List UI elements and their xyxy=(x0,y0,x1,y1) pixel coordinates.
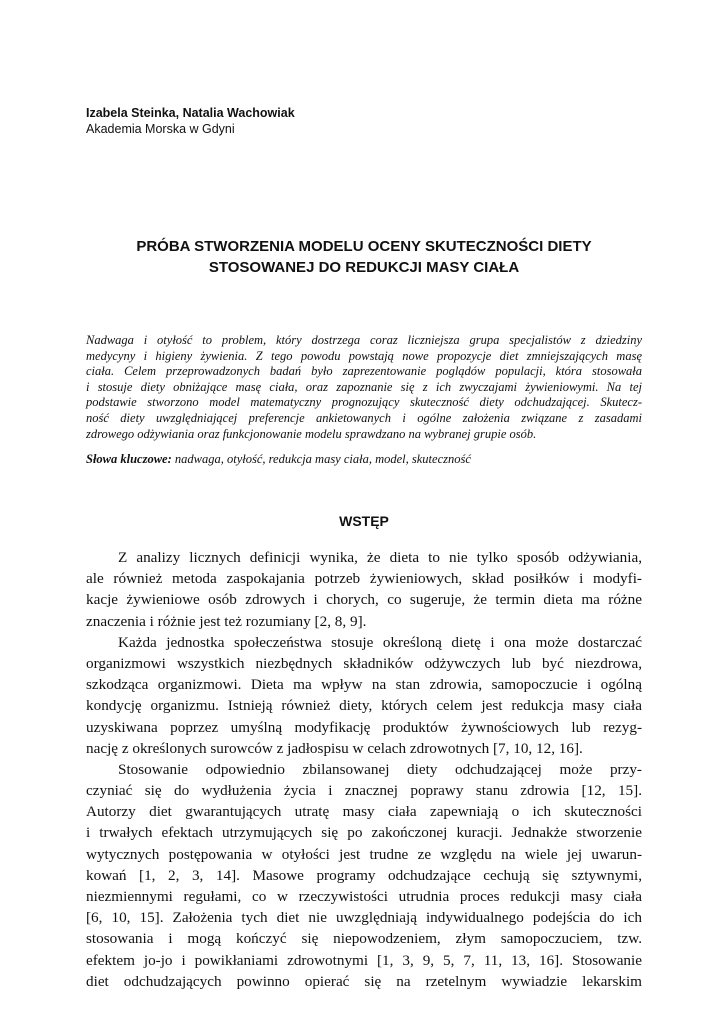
body-line: niezmiennymi regułami, co w rzeczywistości utrudnia proces redukcji masy ciała xyxy=(86,888,642,905)
body-line: czyniać się do wydłużenia życia i znacznej poprawy stanu zdrowia [12, 15]. xyxy=(86,782,642,800)
authors: Izabela Steinka, Natalia Wachowiak xyxy=(86,106,295,120)
body-line: Stosowanie odpowiednio zbilansowanej diety odchudzającej może przy- xyxy=(118,760,642,778)
paper-title xyxy=(86,236,642,278)
abstract xyxy=(86,333,642,442)
body-line: Autorzy diet gwarantujących utratę masy ciała zapewniają o ich skuteczności xyxy=(86,803,642,821)
body-line: nację z określonych surowców z jadłospisu w celach zdrowotnych [7, 10, 12, 16]. xyxy=(86,739,583,757)
body-line: efektem jo-jo i powikłaniami zdrowotnymi [1, 3, 9, 5, 7, 11, 13, 16]. Stosowanie xyxy=(86,951,642,969)
paper-title-line: PRÓBA STWORZENIA MODELU OCENY SKUTECZNOŚCI DIETY xyxy=(136,238,592,255)
body-line: uzyskiwana poprzez umyślną modyfikację produktów żywnościowych lub rezyg- xyxy=(86,718,642,736)
body-text xyxy=(86,547,642,992)
abstract-line: ciała. Celem przeprowadzonych badań było zaprezentowanie poglądów populacji, która stosowała xyxy=(86,364,642,379)
body-line: wytycznych postępowania w otyłości jest trudne ze względu na wiele jej uwarun- xyxy=(86,845,642,863)
abstract-line: medycyny i higieny żywienia. Z tego powodu powstają nowe propozycje diet zmniejszających masę xyxy=(86,348,642,363)
body-line: kowań [1, 2, 3, 14]. Masowe programy odchudzające cechują się sztywnymi, xyxy=(86,866,642,884)
abstract-line: i stosuje diety obniżające masę ciała, oraz zapoznanie się z ich zwyczajami żywieniowymi. Na tej xyxy=(86,379,642,394)
body-line: i trwałych efektach utrzymujących się po zakończonej kuracji. Jednakże stworzenie xyxy=(86,824,642,842)
body-line: stosowania i mogą kończyć się niepowodzeniem, złym samopoczuciem, tzw. xyxy=(86,930,642,948)
body-line: Każda jednostka społeczeństwa stosuje określoną dietę i ona może dostarczać xyxy=(118,633,642,651)
keywords xyxy=(86,452,642,468)
body-line: ale również metoda zaspokajania potrzeb żywieniowych, skład posiłków i modyfi- xyxy=(86,570,642,588)
paper-title-line: STOSOWANEJ DO REDUKCJI MASY CIAŁA xyxy=(208,259,520,276)
body-line: kondycję organizmu. Istnieją również diety, których celem jest redukcja masy ciała xyxy=(86,697,642,715)
abstract-line: Nadwaga i otyłość to problem, który dostrzega coraz liczniejsza grupa specjalistów z dziedziny xyxy=(86,333,642,347)
affiliation: Akademia Morska w Gdyni xyxy=(86,122,235,136)
body-line: [6, 10, 15]. Założenia tych diet nie uwzględniają indywidualnego podejścia do ich xyxy=(86,909,642,927)
body-line: kacje żywieniowe osób zdrowych i chorych, co sugeruje, że termin dieta ma różne xyxy=(86,591,642,609)
keywords-label: Słowa kluczowe: xyxy=(86,452,172,466)
section-heading: WSTĘP xyxy=(339,513,389,529)
keywords-text: nadwaga, otyłość, redukcja masy ciała, model, skuteczność xyxy=(171,452,471,466)
abstract-line: zdrowego odżywiania oraz funkcjonowanie modelu sprawdzano na wybranej grupie osób. xyxy=(86,426,537,441)
body-line: szkodząca organizmowi. Dieta ma wpływ na stan zdrowia, samopoczucie i ogólną xyxy=(86,676,642,694)
body-line: organizmowi wszystkich niezbędnych składników odżywczych lub być niezdrowa, xyxy=(86,654,642,672)
body-line: diet odchudzających powinno opierać się na rzetelnym wywiadzie lekarskim xyxy=(86,972,642,990)
body-line: Z analizy licznych definicji wynika, że dieta to nie tylko sposób odżywiania, xyxy=(118,549,642,566)
abstract-line: podstawie stworzono model matematyczny prognozujący skuteczność diety odchudzającej. Skutecz- xyxy=(86,395,642,410)
abstract-line: ność diety uwzględniającej preferencje ankietowanych i ogólne założenia związane z zasadami xyxy=(86,410,642,425)
body-line: znaczenia i różnie jest też rozumiany [2, 8, 9]. xyxy=(86,612,367,630)
